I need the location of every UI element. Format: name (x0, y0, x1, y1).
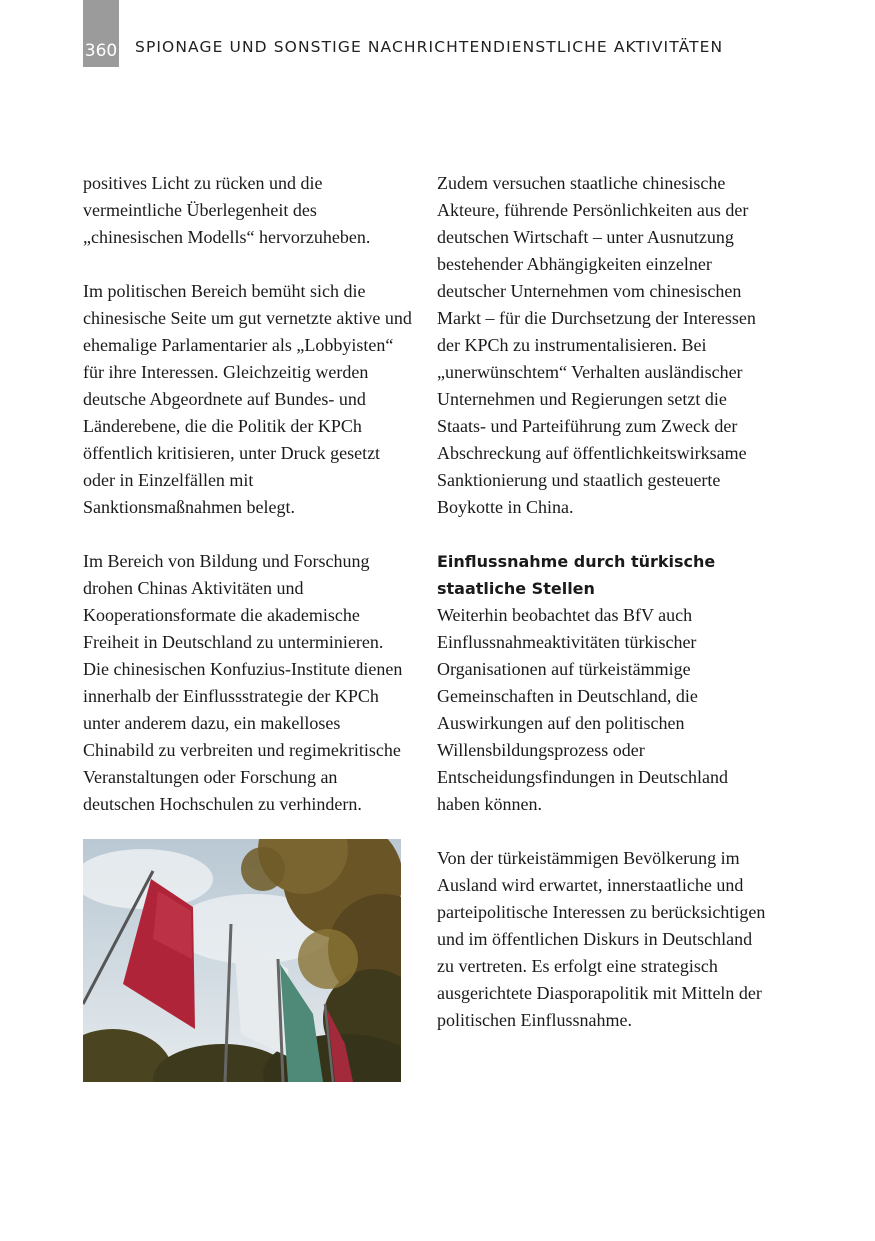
page-number-tab (83, 0, 119, 67)
left-column (83, 170, 413, 845)
paragraph: Im Bereich von Bildung und Forschung drohen Chinas Aktivitäten und Kooperationsformate die akademische Freiheit in Deutschland zu unterminieren. Die chinesischen Konfuzius-Institute dienen innerhalb der Einflussstrategie der KPCh unter anderem dazu, ein makelloses Chinabild zu verbreiten und regimekritische Veranstaltungen oder Forschung an deutschen Hochschulen zu verhindern. (83, 551, 403, 814)
running-header: SPIONAGE UND SONSTIGE NACHRICHTENDIENSTLICHE AKTIVITÄTEN (135, 38, 724, 56)
paragraph: Im politischen Bereich bemüht sich die chinesische Seite um gut vernetzte aktive und ehemalige Parlamentarier als „Lobbyisten“ für ihre Interessen. Gleichzeitig werden deutsche Abgeordnete auf Bundes- und Länderebene, die die Politik der KPCh öffentlich kritisieren, unter Druck gesetzt oder in Einzelfällen mit Sanktionsmaßnahmen belegt. (83, 281, 412, 517)
section-heading: Einflussnahme durch türkische staatliche Stellen (437, 552, 716, 598)
paragraph: Von der türkeistämmigen Bevölkerung im Ausland wird erwartet, innerstaatliche und parteipolitische Interessen zu berücksichtigen und im öffentlichen Diskurs in Deutschland zu vertreten. Es erfolgt eine strategisch ausgerichtete Diasporapolitik mit Mitteln der politischen Einflussnahme. (437, 848, 766, 1030)
paragraph: Weiterhin beobachtet das BfV auch Einflussnahmeaktivitäten türkischer Organisationen auf türkeistämmige Gemeinschaften in Deutschland, die Auswirkungen auf den politischen Willensbildungsprozess oder Entscheidungsfindungen in Deutschland haben können. (437, 605, 728, 814)
paragraph: Zudem versuchen staatliche chinesische Akteure, führende Persönlichkeiten aus der deutschen Wirtschaft – unter Ausnutzung bestehender Abhängigkeiten einzelner deutscher Unternehmen vom chinesischen Markt – für die Durchsetzung der Interessen der KPCh zu instrumentalisieren. Bei „unerwünschtem“ Verhalten ausländischer Unternehmen und Regierungen setzt die Staats- und Parteiführung zum Zweck der Abschreckung auf öffentlichkeitswirksame Sanktionierung und staatlich gesteuerte Boykotte in China. (437, 173, 756, 517)
flags-photo-illustration (83, 839, 401, 1082)
right-column (437, 170, 767, 1061)
flags-photo (83, 839, 401, 1082)
page-number: 360 (84, 41, 118, 61)
paragraph: positives Licht zu rücken und die vermeintliche Überlegenheit des „chinesischen Modells“ hervorzuheben. (83, 173, 371, 247)
